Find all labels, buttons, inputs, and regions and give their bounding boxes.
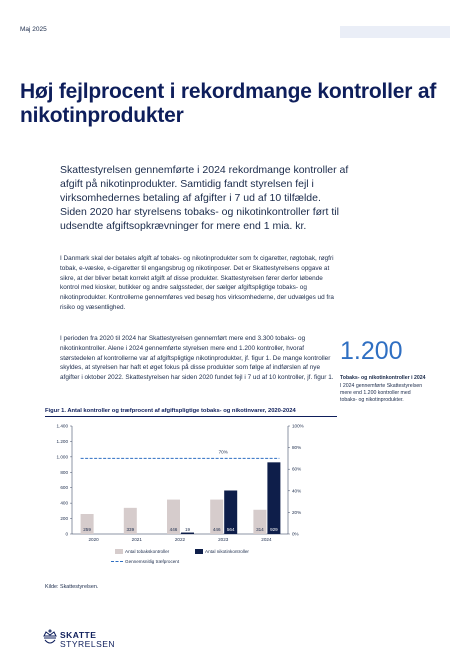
y2-tick-label: 40% <box>292 488 302 494</box>
legend-traefprocent: Gennemsnitlig træfprocent <box>125 559 180 564</box>
bar-line-chart <box>40 418 340 578</box>
bar-label-tobak: 446 <box>169 527 178 532</box>
y2-tick-label: 60% <box>292 466 302 472</box>
y-tick-label: 400 <box>60 500 68 506</box>
logo-text-1: SKATTE <box>60 630 97 640</box>
bar-label-tobak: 314 <box>256 527 264 532</box>
line-label: 70% <box>218 449 228 455</box>
y2-tick-label: 80% <box>292 445 302 451</box>
y2-tick-label: 20% <box>292 509 302 515</box>
y-tick-label: 200 <box>60 516 68 522</box>
highlight-label: Tobaks- og nikotinkontroller i 2024 <box>340 375 426 381</box>
figure-rule <box>45 416 337 417</box>
legend-tobak: Antal tobakskontroller <box>125 549 170 554</box>
body-paragraph-1: I Danmark skal der betales afgift af tobaks- og nikotinprodukter som fx cigaretter, røgtobak, røgfri tobak, e-væske, e-cigaretter til engangsbrug og nikotinposer. Det er Skattestyrelsens opgave at sikre, at der bliver betalt korrekt afgift af disse produkter. Skattestyrelsen fører derfor løbende kontrol med kiosker, butikker og andre salgssteder, der sælger afgiftspligtige tobaks- og nikotinprodukter. Kontrollerne gennemføres ved besøg hos virksomhederne, der udvælges ud fra risiko og væsentlighed. <box>60 255 334 311</box>
body-paragraph-2: I perioden fra 2020 til 2024 har Skattestyrelsen gennemført mere end 3.300 tobaks- og nikotinkontroller. Alene i 2024 gennemførte styrelsen mere end 1.200 kontroller, hvoraf størstedelen af kontrollerne var af afgiftspligtige nikotinprodukter, jf. figur 1. De mange kontroller skyldes, at styrelsen har haft et øget fokus på disse produkter som følge af indførslen af nye afgifter i oktober 2022. Skattestyrelsen har siden 2020 fundet fejl i 7 ud af 10 kontroller, jf. figur 1. <box>60 335 334 382</box>
bar-label-tobak: 339 <box>126 527 135 532</box>
report-date: Maj 2025 <box>20 26 47 33</box>
bar-label-nikotin: 564 <box>226 527 235 532</box>
decorative-stripes <box>340 26 450 38</box>
y-tick-label: 800 <box>60 469 68 475</box>
bar-label-tobak: 446 <box>212 527 221 532</box>
legend-nikotin: Antal nikotinkontroller <box>205 549 249 554</box>
lead-paragraph: Skattestyrelsen gennemførte i 2024 rekordmange kontroller af afgift på nikotinprodukter. Samtidig fandt styrelsen fejl i virksomhedernes betaling af afgifter i 7 ud af 10 tilfælde. Siden 2020 har styrelsens tobaks- og nikotinkontroller ført til udsendte afgiftsopkrævninger for mere end 1 mia. kr. <box>60 164 349 232</box>
highlight-text: I 2024 gennemførte Skattestyrelsen mere end 1.200 kontroller med tobaks- og nikotinprodukter. <box>340 383 423 403</box>
legend-nikotin-swatch <box>195 549 203 554</box>
x-tick-label: 2022 <box>174 537 186 542</box>
x-tick-label: 2021 <box>131 537 142 542</box>
crown-logo-icon <box>42 628 58 648</box>
highlight-number: 1.200 <box>340 337 403 365</box>
bar-label-nikotin: 929 <box>270 527 278 532</box>
bar-label-nikotin: 19 <box>184 527 191 532</box>
x-tick-label: 2023 <box>218 537 229 542</box>
logo-text-2: STYRELSEN <box>60 639 116 649</box>
figure-title: Figur 1. Antal kontroller og træfprocent af afgiftspligtige tobaks- og nikotinvarer, 2020-2024 <box>45 408 296 414</box>
x-tick-label: 2024 <box>261 537 272 542</box>
y2-tick-label: 100% <box>292 423 304 429</box>
x-tick-label: 2020 <box>88 537 99 542</box>
bar-label-tobak: 259 <box>83 527 91 532</box>
y-tick-label: 0 <box>65 531 68 537</box>
page-title: Høj fejlprocent i rekordmange kontroller af nikotinprodukter <box>20 80 437 127</box>
figure-source: Kilde: Skattestyrelsen. <box>45 584 99 590</box>
y-tick-label: 1.400 <box>56 423 68 429</box>
legend-tobak-swatch <box>115 549 123 554</box>
y2-tick-label: 0% <box>292 531 299 537</box>
bar-nikotin-2022 <box>181 533 194 534</box>
bar-nikotin-2024 <box>267 462 280 534</box>
y-tick-label: 600 <box>60 485 68 491</box>
y-tick-label: 1.200 <box>56 438 68 444</box>
y-tick-label: 1.000 <box>56 454 68 460</box>
